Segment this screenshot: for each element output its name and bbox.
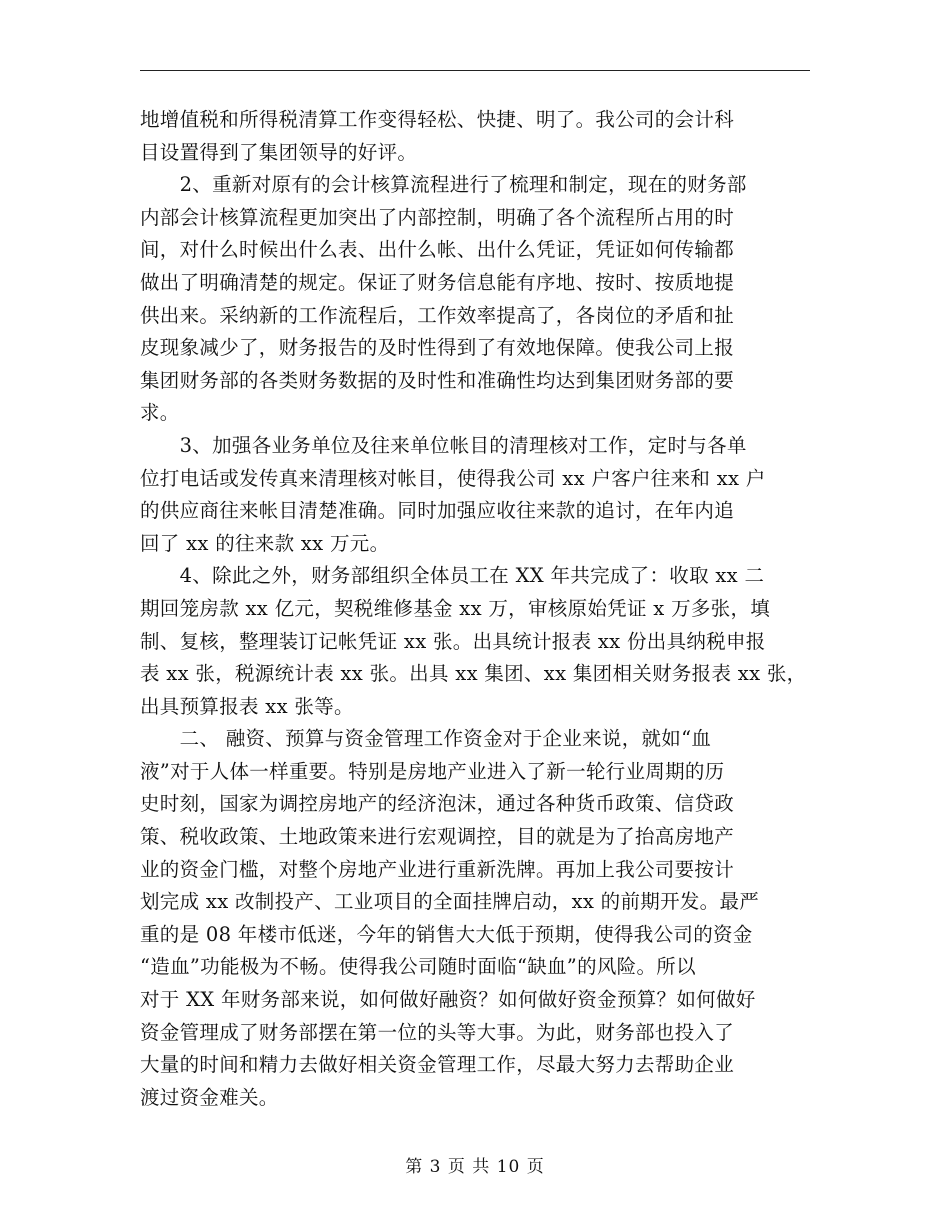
header-rule bbox=[140, 70, 810, 71]
text-line: 液”对于人体一样重要。特别是房地产业进入了新一轮行业周期的历 bbox=[140, 759, 725, 783]
text-line: 的供应商往来帐目清楚准确。同时加强应收往来款的追讨，在年内追 bbox=[140, 499, 735, 523]
text-line: 期回笼房款 xx 亿元，契税维修基金 xx 万，审核原始凭证 x 万多张，填 bbox=[140, 596, 771, 620]
text-line: 二、 融资、预算与资金管理工作资金对于企业来说，就如“血 bbox=[140, 727, 712, 751]
text-line: 供出来。采纳新的工作流程后，工作效率提高了，各岗位的矛盾和扯 bbox=[140, 303, 735, 327]
text-line: 间，对什么时候出什么表、出什么帐、出什么凭证，凭证如何传输都 bbox=[140, 238, 735, 262]
text-line: 求。 bbox=[140, 401, 180, 425]
text-line: 回了 xx 的往来款 xx 万元。 bbox=[140, 531, 390, 555]
text-line: 出具预算报表 xx 张等。 bbox=[140, 694, 354, 718]
text-line: 大量的时间和精力去做好相关资金管理工作，尽最大努力去帮助企业 bbox=[140, 1053, 735, 1077]
page-number-footer: 第 3 页 共 10 页 bbox=[405, 1157, 545, 1177]
text-line: 渡过资金难关。 bbox=[140, 1085, 279, 1109]
text-line: 地增值税和所得税清算工作变得轻松、快捷、明了。我公司的会计科 bbox=[140, 108, 735, 131]
text-line: 策、税收政策、土地政策来进行宏观调控，目的就是为了抬高房地产 bbox=[140, 825, 735, 849]
body-text bbox=[140, 104, 820, 1114]
text-line: 业的资金门槛，对整个房地产业进行重新洗牌。再加上我公司要按计 bbox=[140, 857, 735, 881]
text-line: 对于 XX 年财务部来说，如何做好融资？如何做好资金预算？如何做好 bbox=[140, 988, 756, 1012]
text-line: 史时刻，国家为调控房地产的经济泡沫，通过各种货币政策、信贷政 bbox=[140, 792, 735, 816]
text-line: 表 xx 张，税源统计表 xx 张。出具 xx 集团、xx 集团相关财务报表 xx 张， bbox=[140, 662, 807, 686]
text-line: 4、除此之外，财务部组织全体员工在 XX 年共完成了：收取 xx 二 bbox=[140, 564, 765, 588]
text-line: 目设置得到了集团领导的好评。 bbox=[140, 140, 418, 164]
text-line: 2、重新对原有的会计核算流程进行了梳理和制定，现在的财务部 bbox=[140, 173, 747, 197]
text-line: 皮现象减少了，财务报告的及时性得到了有效地保障。使我公司上报 bbox=[140, 336, 735, 360]
text-line: 重的是 08 年楼市低迷，今年的销售大大低于预期，使得我公司的资金 bbox=[140, 922, 753, 946]
text-line: 资金管理成了财务部摆在第一位的头等大事。为此，财务部也投入了 bbox=[140, 1020, 735, 1044]
text-line: 集团财务部的各类财务数据的及时性和准确性均达到集团财务部的要 bbox=[140, 368, 735, 392]
text-line: 制、复核，整理装订记帐凭证 xx 张。出具统计报表 xx 份出具纳税申报 bbox=[140, 629, 766, 653]
text-line: 位打电话或发传真来清理核对帐目，使得我公司 xx 户客户往来和 xx 户 bbox=[140, 466, 766, 490]
text-line: 内部会计核算流程更加突出了内部控制，明确了各个流程所占用的时 bbox=[140, 205, 735, 229]
text-line: 划完成 xx 改制投产、工业项目的全面挂牌启动，xx 的前期开发。最严 bbox=[140, 890, 760, 914]
text-line: “造血”功能极为不畅。使得我公司随时面临“缺血”的风险。所以 bbox=[140, 955, 696, 979]
text-line: 做出了明确清楚的规定。保证了财务信息能有序地、按时、按质地提 bbox=[140, 270, 735, 294]
text-line: 3、加强各业务单位及往来单位帐目的清理核对工作，定时与各单 bbox=[140, 433, 747, 457]
